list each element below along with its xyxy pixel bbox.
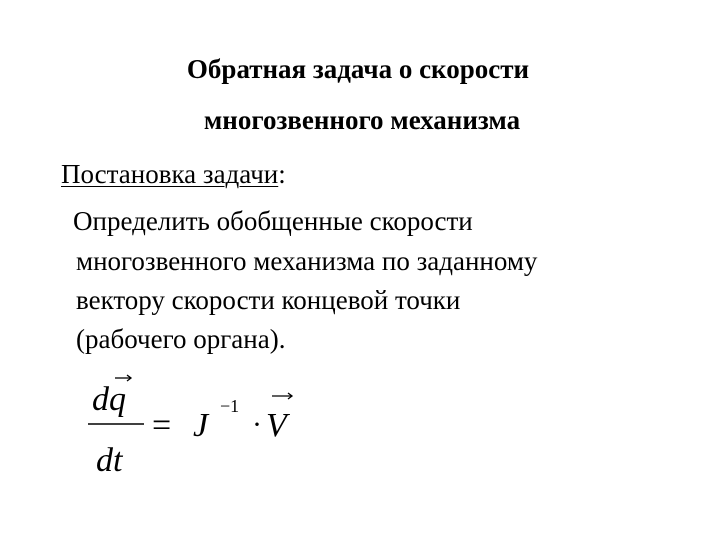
slide-title-line-2: многозвенного механизма [203,105,521,135]
formula-dot: · [252,408,262,441]
section-heading-colon: : [278,159,286,189]
velocity-formula [86,372,326,482]
body-text-line: многозвенного механизма по заданному [76,246,538,276]
formula-jacobian: J [193,407,209,444]
formula-equals: = [152,407,172,444]
slide-title-line-1: Обратная задача о скорости [186,54,530,84]
formula-denominator: dt [96,442,123,479]
section-heading-label: Постановка задачи [61,159,279,189]
formula-velocity-vector: V [266,407,287,444]
body-text-line: Определить обобщенные скорости [73,206,473,236]
formula-exponent: −1 [220,396,240,416]
vector-arrow-v [272,393,292,399]
section-heading [61,157,286,191]
body-text-line: (рабочего органа). [76,324,286,354]
formula-numerator: dq [92,381,126,418]
body-text-line: вектору скорости концевой точки [76,285,461,315]
